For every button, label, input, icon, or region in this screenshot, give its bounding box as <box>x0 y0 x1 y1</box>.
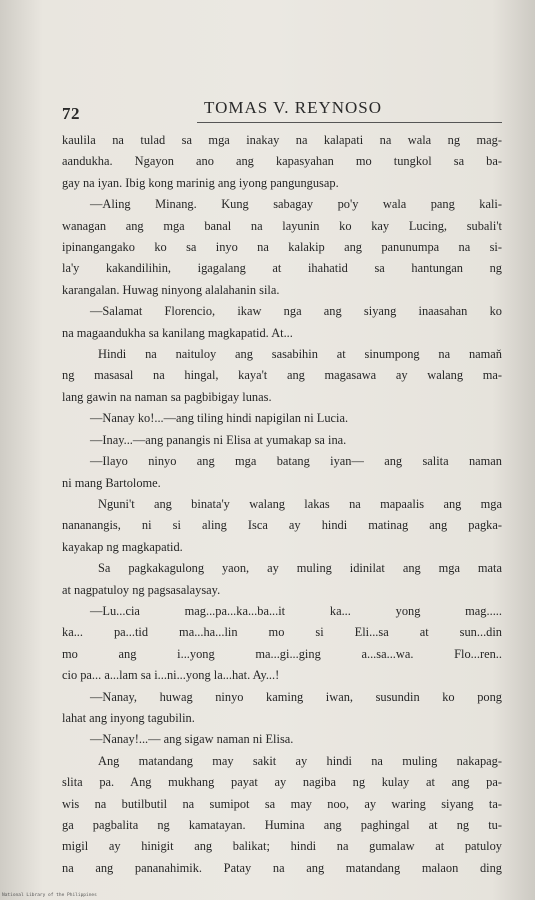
text-line: slita pa. Ang mukhang payat ay nagiba ng kulay at ang pa- <box>62 775 502 790</box>
text-line: migil ay hinigit ang balikat; hindi na gumalaw at patuloy <box>62 839 502 854</box>
text-line: lang gawin na naman sa pagbibigay lunas. <box>62 389 272 404</box>
text-line: ni mang Bartolome. <box>62 475 161 490</box>
text-line: kaulila na tulad sa mga inakay na kalapati na wala ng mag- <box>62 133 502 147</box>
text-line: Hindi na naituloy ang sasabihin at sinumpong na namaň <box>98 347 502 362</box>
text-line: —Salamat Florencio, ikaw nga ang siyang inaasahan ko <box>90 304 502 319</box>
text-line: Nguni't ang binata'y walang lakas na mapaalis ang mga <box>98 496 502 511</box>
text-line: ga pagbalita ng kamatayan. Humina ang paghingal at ng tu- <box>62 818 502 832</box>
text-line: mo ang i...yong ma...gi...ging a...sa...wa. Flo...ren.. <box>62 646 502 661</box>
text-line: ipinangangako ko sa inyo na kalakip ang panunumpa na si- <box>62 240 502 255</box>
text-line: na ang pananahimik. Patay na ang matandang malaon ding <box>62 860 502 875</box>
text-line: wis na butilbutil na sumipot sa may noo, ay waring siyang ta- <box>62 796 502 811</box>
text-line: —Aling Minang. Kung sabagay po'y wala pang kali- <box>90 197 502 212</box>
page-header <box>62 98 502 124</box>
running-title: TOMAS V. REYNOSO <box>204 98 383 117</box>
scan-footer: National Library of the Philippines <box>2 893 97 898</box>
page-number: 72 <box>62 104 80 123</box>
text-line: la'y kakandilihin, igagalang at ihahatid sa hantungan ng <box>62 261 502 276</box>
text-line: Sa pagkakagulong yaon, ay muling idinilat ang mga mata <box>98 561 502 576</box>
text-line: Ang matandang may sakit ay hindi na muling nakapag- <box>98 753 502 768</box>
text-line: ka... pa...tid ma...ha...lin mo si Eli...sa at sun...din <box>62 625 502 640</box>
text-line: —Nanay ko!...—ang tiling hindi napigilan ni Lucia. <box>90 411 349 426</box>
text-line: at nagpatuloy ng pagsasalaysay. <box>62 582 221 597</box>
body-text <box>62 130 502 879</box>
text-line: karangalan. Huwag ninyong alalahanin sila. <box>62 282 280 297</box>
text-line: kayakap ng magkapatid. <box>62 539 183 554</box>
text-line: —Inay...—ang panangis ni Elisa at yumakap sa ina. <box>90 432 347 447</box>
text-line: nananangis, ni si aling Isca ay hindi matinag ang pagka- <box>62 518 502 533</box>
text-line: ng masasal na hingal, kaya't ang magasawa ay walang ma- <box>62 368 502 383</box>
text-line: cio pa... a...lam sa i...ni...yong la...hat. Ay...! <box>62 668 280 683</box>
text-line: —Nanay, huwag ninyo kaming iwan, susundin ko pong <box>90 689 502 704</box>
text-line: na magaandukha sa kanilang magkapatid. At... <box>62 325 293 340</box>
text-line: lahat ang inyong tagubilin. <box>62 710 195 725</box>
text-line: —Ilayo ninyo ang mga batang iyan— ang salita naman <box>90 454 502 469</box>
text-line: —Nanay!...— ang sigaw naman ni Elisa. <box>90 732 294 747</box>
text-line: —Lu...cia mag...pa...ka...ba...it ka... yong mag..... <box>90 603 502 618</box>
header-rule <box>197 122 502 123</box>
text-line: gay na iyan. Ibig kong marinig ang iyong pangungusap. <box>62 175 339 190</box>
text-line: aandukha. Ngayon ano ang kapasyahan mo tungkol sa ba- <box>62 154 502 169</box>
text-line: wanagan ang mga banal na layunin ko kay Lucing, subali't <box>62 218 502 233</box>
